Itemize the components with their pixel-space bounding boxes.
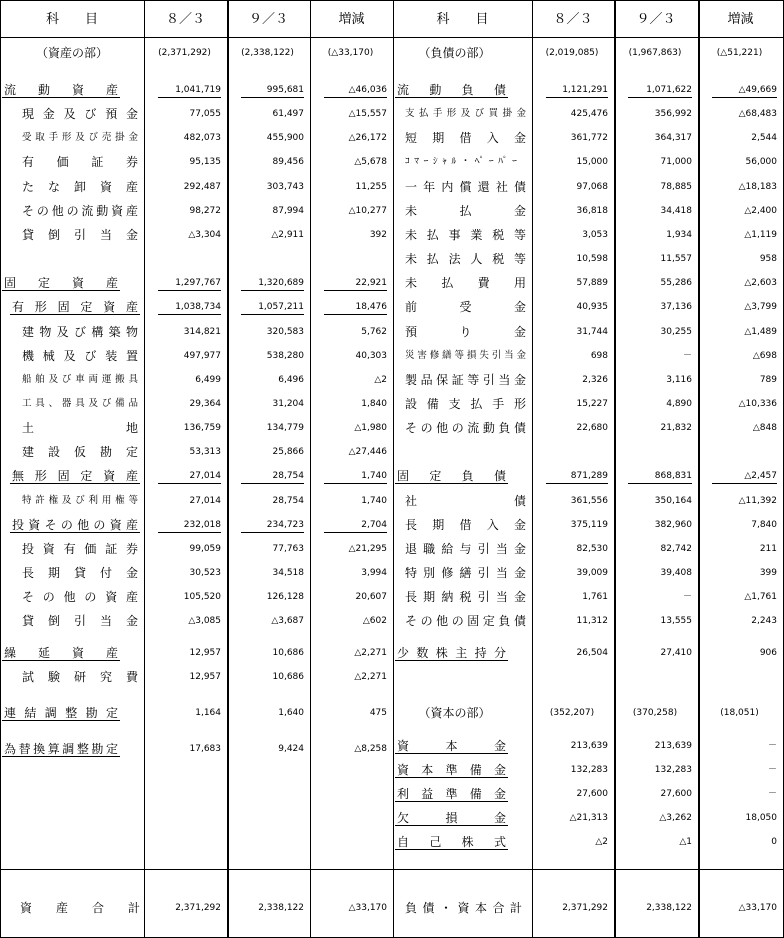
value-prev: 99,059 <box>189 543 221 554</box>
value-curr: 71,000 <box>660 157 692 168</box>
row-label: 長期借入金 <box>405 517 526 532</box>
value-prev: 15,227 <box>576 398 608 409</box>
value-diff: 392 <box>369 229 387 240</box>
value-prev: 136,759 <box>183 423 221 434</box>
value-diff: △18,183 <box>738 181 777 192</box>
asset-row <box>0 667 784 687</box>
liability-row <box>0 466 784 486</box>
value-prev: 871,289 <box>570 471 608 482</box>
row-label: 支払手形及び買掛金 <box>405 108 526 120</box>
value-curr: 4,890 <box>666 398 692 409</box>
value-diff: 2,544 <box>751 133 777 144</box>
grid-line <box>0 869 784 870</box>
liability-row <box>0 346 784 366</box>
value-prev: 27,014 <box>189 495 221 506</box>
value-prev: 6,499 <box>195 374 221 385</box>
value-diff: 3,994 <box>361 568 387 578</box>
value-diff: 1,740 <box>361 471 387 482</box>
value-curr: 37,136 <box>660 302 692 313</box>
row-label: 試験研究費 <box>22 670 138 684</box>
value-prev: △2 <box>595 837 608 847</box>
liability-row <box>0 177 784 197</box>
row-label: （資本の部） <box>418 706 491 720</box>
underline-rule <box>395 97 508 98</box>
value-prev: 132,283 <box>570 765 608 775</box>
row-label: （資産の部） <box>35 46 108 60</box>
row-label: 未払法人税等 <box>405 252 526 267</box>
value-diff: 1,840 <box>361 398 387 409</box>
row-label: 製品保証等引当金 <box>405 372 526 387</box>
row-label: 長期貸付金 <box>22 566 138 580</box>
value-diff: △698 <box>752 350 777 361</box>
row-label: 設備支払手形 <box>405 396 526 411</box>
liability-row <box>0 297 784 317</box>
value-prev: 17,683 <box>189 744 221 754</box>
value-diff: △26,172 <box>348 133 387 144</box>
value-curr: 234,723 <box>266 519 304 530</box>
value-prev: 36,818 <box>576 205 608 216</box>
row-label: 建設仮勘定 <box>22 445 138 460</box>
row-label: 少数株主持分 <box>397 646 506 660</box>
row-label: 未払事業税等 <box>405 227 526 242</box>
value-curr: 87,994 <box>272 205 304 216</box>
row-label: （負債の部） <box>418 46 491 60</box>
row-label: 社債 <box>405 493 526 508</box>
row-label: 投資有価証券 <box>22 541 138 556</box>
value-curr: 213,639 <box>654 741 692 751</box>
value-prev: 11,312 <box>576 616 608 627</box>
value-curr: 25,866 <box>272 447 304 458</box>
value-diff: △2 <box>374 374 387 385</box>
value-diff: 18,476 <box>355 302 387 313</box>
value-curr: 538,280 <box>266 350 304 361</box>
value-diff: － <box>767 765 777 775</box>
value-diff: 56,000 <box>745 157 777 168</box>
liability-row <box>0 515 784 535</box>
value-prev: 482,073 <box>183 133 221 144</box>
value-curr: 34,518 <box>272 568 304 578</box>
row-label: 繰延資産 <box>4 646 118 660</box>
value-prev: 1,041,719 <box>175 85 221 95</box>
underline-rule <box>395 660 508 661</box>
row-label: ｺﾏｰｼｬﾙ・ﾍﾟｰﾊﾟｰ <box>405 156 522 168</box>
liability-row <box>0 370 784 390</box>
value-diff: △1,489 <box>744 326 777 337</box>
row-label: 特別修繕引当金 <box>405 566 526 580</box>
row-label: 資本準備金 <box>397 763 506 777</box>
value-prev: △3,304 <box>188 229 221 240</box>
value-curr: 364,317 <box>654 133 692 144</box>
header-item-left: 科 目 <box>45 12 98 27</box>
value-diff: △27,446 <box>348 447 387 458</box>
value-diff: 211 <box>759 543 777 554</box>
value-curr: － <box>682 350 692 361</box>
value-prev: 27,014 <box>189 471 221 482</box>
liability-row <box>0 225 784 245</box>
underline-rule <box>395 849 508 850</box>
value-diff: △848 <box>752 423 777 434</box>
value-curr: 82,742 <box>660 543 692 554</box>
row-label: 建物及び構築物 <box>22 324 138 339</box>
row-label: 連結調整勘定 <box>4 706 118 720</box>
liability-row <box>0 152 784 172</box>
value-curr: 303,743 <box>266 181 304 192</box>
value-prev: 375,119 <box>570 519 608 530</box>
value-curr: 3,116 <box>666 374 692 385</box>
value-diff: △3,799 <box>744 302 777 313</box>
header-item-right: 科 目 <box>436 12 489 27</box>
row-label: その他の流動負債 <box>405 421 526 436</box>
value-prev: 314,821 <box>183 326 221 337</box>
liability-row <box>0 736 784 756</box>
row-label: 貸倒引当金 <box>22 227 138 242</box>
value-diff: 7,840 <box>751 519 777 530</box>
value-prev: 57,889 <box>576 278 608 289</box>
liability-row <box>0 273 784 293</box>
row-label: 貸倒引当金 <box>22 614 138 629</box>
liability-row <box>0 442 784 462</box>
value-curr: 995,681 <box>266 85 304 95</box>
value-curr: 126,128 <box>266 592 304 603</box>
value-prev: 10,598 <box>576 254 608 265</box>
value-prev: 232,018 <box>183 519 221 530</box>
value-diff: △2,271 <box>354 672 387 682</box>
value-diff: (△51,221) <box>716 48 763 58</box>
row-label: 特許権及び利用権等 <box>22 494 138 506</box>
value-diff: △10,336 <box>738 398 777 409</box>
value-diff: 18,050 <box>745 813 777 823</box>
header-curr-left: ９／３ <box>248 12 288 27</box>
underline-rule <box>395 825 508 826</box>
value-curr: (1,967,863) <box>628 48 682 58</box>
value-curr: 77,763 <box>272 543 304 554</box>
value-diff: △2,603 <box>744 278 777 289</box>
value-prev: 40,935 <box>576 302 608 313</box>
underline-rule <box>712 483 777 484</box>
liability-row <box>0 104 784 124</box>
value-curr: 1,071,622 <box>646 85 692 95</box>
value-prev: 82,530 <box>576 543 608 554</box>
value-diff: 2,704 <box>361 519 387 530</box>
liability-row <box>0 784 784 804</box>
value-curr: 868,831 <box>654 471 692 482</box>
value-diff: △2,271 <box>354 648 387 658</box>
underline-rule <box>2 756 120 757</box>
value-curr: 13,555 <box>660 616 692 627</box>
value-prev: 3,053 <box>582 229 608 240</box>
value-curr: 27,600 <box>660 789 692 799</box>
value-diff: △46,036 <box>348 85 387 95</box>
liability-row <box>0 643 784 663</box>
underline-rule <box>395 801 508 802</box>
row-label: 欠損金 <box>397 811 506 825</box>
value-curr: 6,496 <box>278 374 304 385</box>
value-curr: 350,164 <box>654 495 692 506</box>
liability-row <box>0 418 784 438</box>
row-label: 長期納税引当金 <box>405 590 526 605</box>
row-label: その他の固定負債 <box>405 614 526 629</box>
row-label: 機械及び装置 <box>22 348 138 363</box>
liability-row <box>0 563 784 583</box>
value-prev: △3,085 <box>188 616 221 627</box>
row-label: 資本金 <box>397 739 506 753</box>
value-curr: 1,934 <box>666 229 692 240</box>
value-prev: 98,272 <box>189 205 221 216</box>
value-curr: (370,258) <box>632 708 678 718</box>
header-curr-right: ９／３ <box>636 12 676 27</box>
value-prev: 213,639 <box>570 741 608 751</box>
value-prev: 27,600 <box>576 789 608 799</box>
row-label: 投資その他の資産 <box>12 517 138 532</box>
value-prev: 425,476 <box>570 109 608 120</box>
value-curr: 2,338,122 <box>258 903 304 913</box>
value-prev: 361,556 <box>570 495 608 506</box>
underline-rule <box>395 777 508 778</box>
row-label: 流動資産 <box>4 83 118 97</box>
value-prev: (352,207) <box>549 708 595 718</box>
liability-row <box>0 587 784 607</box>
row-label: 災害修繕等損失引当金 <box>405 349 526 361</box>
value-prev: 26,504 <box>576 648 608 658</box>
value-curr: △3,687 <box>271 616 304 627</box>
liability-row <box>0 703 784 723</box>
row-label: 未払費用 <box>405 276 526 291</box>
row-label: 為替換算調整勘定 <box>4 742 118 756</box>
value-prev: 698 <box>590 350 608 361</box>
value-curr: 61,497 <box>272 109 304 120</box>
value-curr: 11,557 <box>660 254 692 265</box>
value-prev: (2,019,085) <box>545 48 599 58</box>
row-label: 自己株式 <box>397 835 506 849</box>
value-diff: 40,303 <box>355 350 387 361</box>
value-curr: 382,960 <box>654 519 692 530</box>
value-curr: △2,911 <box>271 229 304 240</box>
value-curr: 356,992 <box>654 109 692 120</box>
row-label: 未払金 <box>405 203 526 218</box>
value-diff: △8,258 <box>354 744 387 754</box>
value-diff: △5,678 <box>354 157 387 168</box>
value-prev: 1,121,291 <box>562 85 608 95</box>
value-prev: 77,055 <box>189 109 221 120</box>
value-curr: 320,583 <box>266 326 304 337</box>
row-label: 固定資産 <box>4 276 118 291</box>
value-prev: 12,957 <box>189 648 221 658</box>
value-diff: (18,051) <box>720 708 759 718</box>
row-label: 前受金 <box>405 300 526 315</box>
liability-row <box>0 808 784 828</box>
value-diff: 22,921 <box>355 278 387 289</box>
liability-row <box>0 832 784 852</box>
value-curr: (2,338,122) <box>241 48 294 58</box>
value-curr: 34,418 <box>660 205 692 216</box>
value-curr: 55,286 <box>660 278 692 289</box>
liability-row <box>0 249 784 269</box>
header-diff-left: 増減 <box>338 12 365 27</box>
grid-line <box>0 37 784 38</box>
row-label: 一年内償還社債 <box>405 179 526 194</box>
value-diff: 11,255 <box>355 181 387 192</box>
liability-row <box>0 394 784 414</box>
value-diff: 399 <box>759 568 777 578</box>
value-diff: 475 <box>369 708 387 718</box>
value-curr: △3,262 <box>659 813 692 823</box>
value-curr: 9,424 <box>278 744 304 754</box>
value-diff: 20,607 <box>355 592 387 603</box>
row-label: 工具、器具及び備品 <box>22 397 138 409</box>
underline-rule <box>628 483 692 484</box>
value-curr: 39,408 <box>660 568 692 578</box>
value-diff: △1,119 <box>744 229 777 240</box>
value-diff: － <box>767 741 777 751</box>
value-prev: 31,744 <box>576 326 608 337</box>
row-label: 短期借入金 <box>405 131 526 146</box>
header-diff-right: 増減 <box>727 12 754 27</box>
value-diff: 0 <box>771 837 777 847</box>
value-prev: 53,313 <box>189 447 221 458</box>
value-curr: 134,779 <box>266 423 304 434</box>
underline-rule <box>712 97 777 98</box>
value-diff: △68,483 <box>738 109 777 120</box>
row-label: 固定負債 <box>397 469 506 484</box>
value-prev: 497,977 <box>183 350 221 361</box>
value-curr: － <box>682 592 692 603</box>
row-label: 有形固定資産 <box>12 300 138 315</box>
value-prev: (2,371,292) <box>158 48 211 58</box>
row-label: 利益準備金 <box>397 787 506 801</box>
value-curr: 2,338,122 <box>646 903 692 913</box>
value-curr: 28,754 <box>272 495 304 506</box>
row-label: その他の資産 <box>22 590 138 605</box>
value-diff: △15,557 <box>348 109 387 120</box>
value-curr: 1,057,211 <box>258 302 304 313</box>
value-diff: △10,277 <box>348 205 387 216</box>
value-prev: 29,364 <box>189 398 221 409</box>
value-diff: △2,457 <box>744 471 777 482</box>
liability-row <box>0 491 784 511</box>
liability-row <box>0 201 784 221</box>
liability-row <box>0 80 784 100</box>
row-label: 土地 <box>22 421 138 436</box>
underline-rule <box>546 483 608 484</box>
value-curr: 89,456 <box>272 157 304 168</box>
liability-row <box>0 322 784 342</box>
value-prev: 1,164 <box>195 708 221 718</box>
liability-row <box>0 898 784 918</box>
value-diff: (△33,170) <box>327 48 374 58</box>
liability-row <box>0 43 784 63</box>
value-prev: 105,520 <box>183 592 221 603</box>
value-diff: △1,761 <box>744 592 777 603</box>
value-diff: 1,740 <box>361 495 387 506</box>
header-prev-right: ８／３ <box>553 12 593 27</box>
value-diff: 5,762 <box>361 326 387 337</box>
value-prev: 12,957 <box>189 672 221 682</box>
value-diff: 906 <box>759 648 777 658</box>
row-label: たな卸資産 <box>22 179 138 194</box>
liability-row <box>0 760 784 780</box>
row-label: 資産合計 <box>20 901 140 915</box>
value-curr: 1,640 <box>278 708 304 718</box>
underline-rule <box>628 97 692 98</box>
value-prev: 292,487 <box>183 181 221 192</box>
value-curr: 31,204 <box>272 398 304 409</box>
value-diff: △11,392 <box>738 495 777 506</box>
value-diff: 2,243 <box>751 616 777 627</box>
row-label: 現金及び預金 <box>22 107 138 122</box>
value-diff: △33,170 <box>348 903 387 913</box>
value-curr: 28,754 <box>272 471 304 482</box>
underline-rule <box>395 753 508 754</box>
value-prev: 22,680 <box>576 423 608 434</box>
value-curr: 78,885 <box>660 181 692 192</box>
row-label: 負債・資本合計 <box>405 901 522 915</box>
row-label: その他の流動資産 <box>22 203 138 218</box>
value-curr: 455,900 <box>266 133 304 144</box>
grid-line <box>0 0 784 1</box>
row-label: 流動負債 <box>397 83 506 97</box>
underline-rule <box>395 483 508 484</box>
value-prev: 1,761 <box>582 592 608 603</box>
row-label: 船舶及び車両運搬具 <box>22 373 138 385</box>
value-prev: 95,135 <box>189 157 221 168</box>
value-prev: 2,371,292 <box>175 903 221 913</box>
value-prev: 2,326 <box>582 374 608 385</box>
row-label: 無形固定資産 <box>12 469 138 484</box>
value-curr: 10,686 <box>272 672 304 682</box>
underline-rule <box>546 97 608 98</box>
value-prev: △21,313 <box>569 813 608 823</box>
value-diff: 789 <box>759 374 777 385</box>
value-diff: 958 <box>759 254 777 265</box>
value-curr: 27,410 <box>660 648 692 658</box>
row-label: 退職給与引当金 <box>405 541 526 556</box>
row-label: 受取手形及び売掛金 <box>22 132 138 144</box>
value-curr: 30,255 <box>660 326 692 337</box>
value-curr: 21,832 <box>660 423 692 434</box>
value-prev: 1,297,767 <box>175 278 221 289</box>
value-diff: △2,400 <box>744 205 777 216</box>
value-prev: 2,371,292 <box>562 903 608 913</box>
value-prev: 361,772 <box>570 133 608 144</box>
value-diff: △33,170 <box>738 903 777 913</box>
value-curr: △1 <box>679 837 692 847</box>
liability-row <box>0 128 784 148</box>
value-curr: 1,320,689 <box>258 278 304 289</box>
row-label: 有価証券 <box>22 155 138 170</box>
value-prev: 97,068 <box>576 181 608 192</box>
liability-row <box>0 611 784 631</box>
row-label: 預り金 <box>405 324 526 339</box>
value-prev: 39,009 <box>576 568 608 578</box>
header-prev-left: ８／３ <box>165 12 205 27</box>
value-diff: △21,295 <box>348 543 387 554</box>
value-diff: － <box>767 789 777 799</box>
value-curr: 132,283 <box>654 765 692 775</box>
value-diff: △602 <box>362 616 387 627</box>
value-diff: △1,980 <box>354 423 387 434</box>
value-curr: 10,686 <box>272 648 304 658</box>
value-prev: 1,038,734 <box>175 302 221 313</box>
value-prev: 15,000 <box>576 157 608 168</box>
value-diff: △49,669 <box>738 85 777 95</box>
liability-row <box>0 539 784 559</box>
value-prev: 30,523 <box>189 568 221 578</box>
